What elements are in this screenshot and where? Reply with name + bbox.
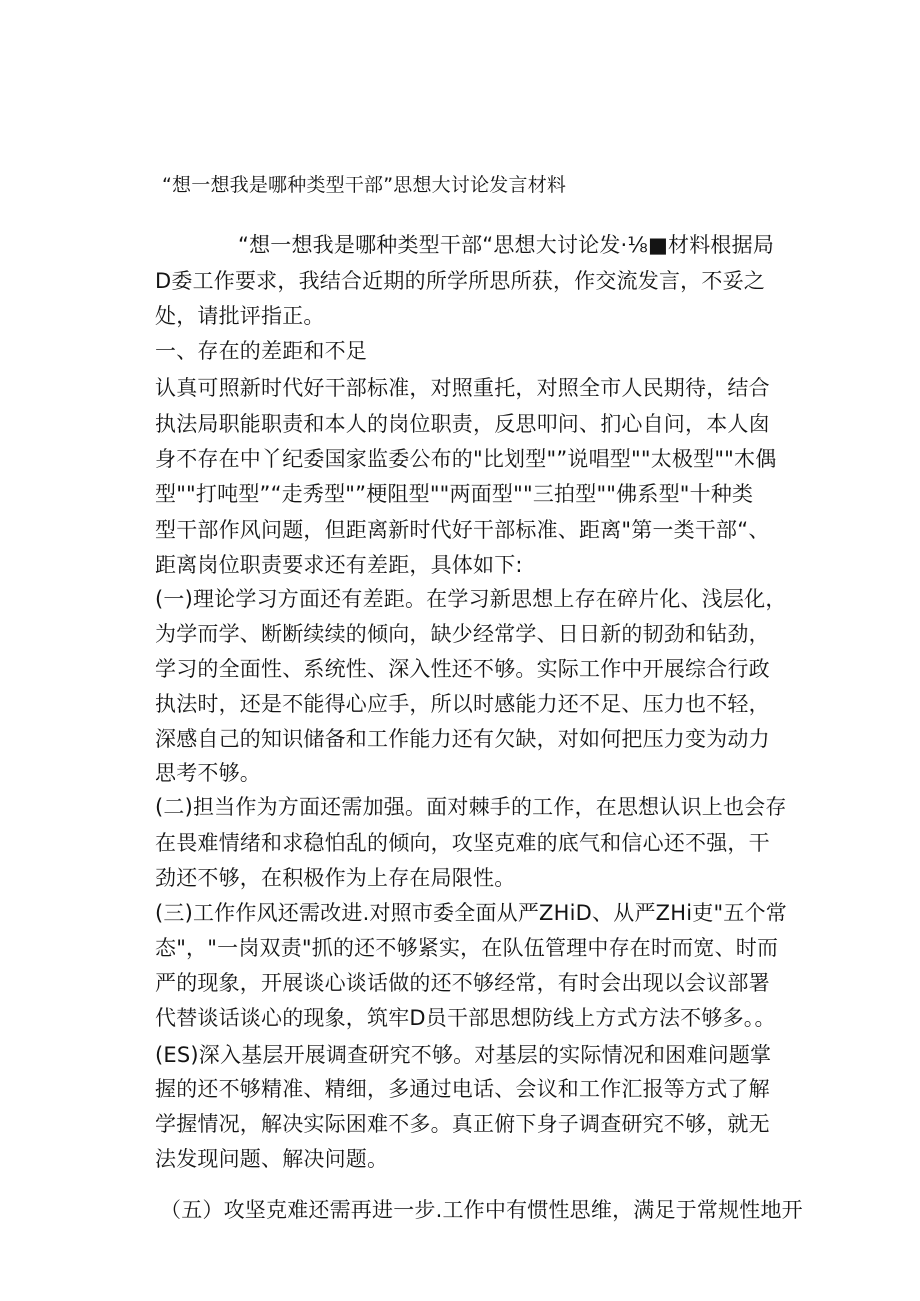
paragraph-line: 认真可照新时代好干部标准，对照重托，对照全市人民期待，结合	[155, 376, 770, 400]
item-line: (ES)深入基层开展调查研究不够。对基层的实际情况和困难问题掌	[155, 1043, 772, 1067]
item-line: 严的现象，开展谈心谈话做的还不够经常，有时会出现以会议部署	[155, 971, 770, 995]
section-heading: 一、存在的差距和不足	[155, 339, 367, 363]
item-line: 法发现问题、解决问题。	[155, 1147, 389, 1171]
item-line: 在畏难情绪和求稳怕乱的倾向，攻坚克难的底气和信心还不强，干	[155, 831, 770, 855]
item-line: 执法时，还是不能得心应手，所以时感能力还不足、压力也不轻，	[155, 692, 770, 716]
paragraph-line: 身不存在中丫纪委国家监委公布的"比划型"”说唱型""太极型""木偶	[155, 447, 777, 471]
paragraph-line: 型""打吨型”“走秀型"”梗阻型""两面型""三拍型""佛系型"十种类	[155, 482, 754, 506]
item-line: (一)理论学习方面还有差距。在学习新思想上存在碎片化、浅层化，	[155, 587, 787, 611]
item-line: 态"，"一岗双责"抓的还不够紧实，在队伍管理中存在时而宽、时而	[155, 936, 779, 960]
document-title: “想一想我是哪种类型干部”思想大讨论发言材料	[162, 174, 567, 196]
item-line: 学握情况，解决实际困难不多。真正俯下身子调查研究不够，就无	[155, 1112, 770, 1136]
item-line: (二)担当作为方面还需加强。面对棘手的工作，在思想认识上也会存	[155, 795, 787, 819]
item-line: 学习的全面性、系统性、深入性还不够。实际工作中开展综合行政	[155, 657, 770, 681]
item-line: 劲还不够，在积极作为上存在局限性。	[155, 866, 516, 890]
item-line: 深感自己的知识储备和工作能力还有欠缺，对如何把压力变为动力	[155, 727, 770, 751]
intro-line: “想一想我是哪种类型干部“思想大讨论发·⅛■材料根据局	[238, 233, 775, 257]
intro-line: D委工作要求，我结合近期的所学所思所获，作交流发言，不妥之	[155, 269, 765, 293]
paragraph-line: 型干部作风问题，但距离新时代好干部标准、距离"第一类干部“、	[155, 518, 770, 542]
item-line: （五）攻坚克难还需再进一步.工作中有惯性思维，满足于常规性地开	[160, 1198, 803, 1222]
item-line: 握的还不够精准、精细，多通过电话、会议和工作汇报等方式了解	[155, 1077, 770, 1101]
item-line: 为学而学、断断续续的倾向，缺少经常学、日日新的韧劲和钻劲，	[155, 622, 770, 646]
item-line: 代替谈话谈心的现象，筑牢D员干部思想防线上方式方法不够多。。	[155, 1006, 776, 1030]
paragraph-line: 距离岗位职责要求还有差距，具体如下:	[155, 553, 523, 577]
item-line: (三)工作作风还需改进.对照市委全面从严ZHiD、从严ZHi吏"五个常	[155, 901, 787, 925]
item-line: 思考不够。	[155, 761, 261, 785]
paragraph-line: 执法局职能职责和本人的岗位职责，反思叩问、扪心自问，本人囱	[155, 412, 770, 436]
intro-line: 处，请批评指正。	[155, 304, 325, 328]
